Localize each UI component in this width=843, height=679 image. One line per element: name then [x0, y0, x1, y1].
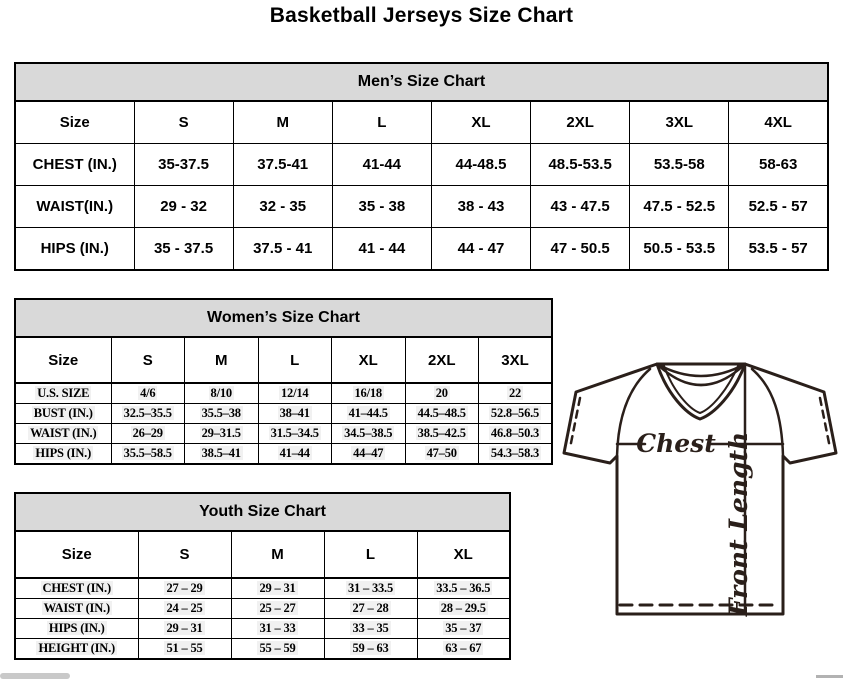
size-value-cell: 48.5-53.5 [531, 144, 630, 186]
size-value-cell: 44 - 47 [431, 228, 530, 271]
front-length-label: Front Length [724, 431, 753, 617]
youth-size-header-row [15, 531, 510, 578]
size-value: 44–47 [353, 446, 384, 460]
size-value-cell [332, 444, 406, 465]
size-value-cell [138, 578, 231, 599]
column-header: M [185, 337, 259, 383]
column-header: 2XL [531, 101, 630, 144]
size-value: 12/14 [281, 386, 309, 400]
chest-label: Chest [636, 429, 716, 458]
size-value-cell [258, 404, 332, 424]
row-label: HIPS (IN.) [35, 446, 92, 460]
horizontal-scrollbar-fragment-right[interactable] [816, 675, 843, 678]
row-label-cell [15, 383, 111, 404]
size-value: 44.5–48.5 [417, 406, 466, 420]
row-label: WAIST (IN.) [43, 601, 110, 615]
size-value-cell: 41 - 44 [332, 228, 431, 271]
size-value-cell [405, 444, 479, 465]
size-value-cell [417, 578, 510, 599]
row-label: HIPS (IN.) [48, 621, 105, 635]
size-value-cell [417, 599, 510, 619]
youth-data-row [15, 599, 510, 619]
size-value: 31.5–34.5 [270, 426, 319, 440]
size-value-cell [231, 619, 324, 639]
mens-size-chart [14, 62, 829, 271]
size-value-cell: 52.5 - 57 [729, 186, 828, 228]
size-value-cell: 32 - 35 [233, 186, 332, 228]
row-label: HEIGHT (IN.) [38, 641, 116, 655]
size-value-cell [479, 383, 553, 404]
size-value: 63 – 67 [445, 641, 482, 655]
size-value-cell [111, 383, 185, 404]
column-header: S [138, 531, 231, 578]
jersey-measurement-diagram [556, 356, 843, 624]
size-value: 31 – 33 [259, 621, 296, 635]
size-value-cell: 37.5-41 [233, 144, 332, 186]
size-value-cell [324, 599, 417, 619]
size-value-cell [332, 424, 406, 444]
size-value-cell [332, 383, 406, 404]
size-value: 29 – 31 [166, 621, 203, 635]
size-value-cell [258, 444, 332, 465]
column-header: M [233, 101, 332, 144]
size-value: 29–31.5 [201, 426, 241, 440]
column-header: L [258, 337, 332, 383]
size-value: 33.5 – 36.5 [436, 581, 491, 595]
size-value-cell [479, 444, 553, 465]
size-value-cell [324, 619, 417, 639]
column-header: Size [15, 101, 134, 144]
size-value: 41–44.5 [348, 406, 388, 420]
womens-data-row [15, 404, 552, 424]
size-value-cell [185, 444, 259, 465]
row-label-cell [15, 578, 138, 599]
size-value: 24 – 25 [166, 601, 203, 615]
column-header: XL [431, 101, 530, 144]
column-header: S [111, 337, 185, 383]
row-label-cell: CHEST (IN.) [15, 144, 134, 186]
size-value-cell [185, 383, 259, 404]
size-value-cell [324, 578, 417, 599]
size-value: 55 – 59 [259, 641, 296, 655]
row-label-cell [15, 619, 138, 639]
size-value: 29 – 31 [259, 581, 296, 595]
size-value-cell [258, 383, 332, 404]
size-value-cell [324, 639, 417, 660]
mens-size-table [14, 100, 829, 271]
size-value: 35.5–58.5 [123, 446, 172, 460]
mens-data-row [15, 228, 828, 271]
size-value-cell: 29 - 32 [134, 186, 233, 228]
size-value-cell: 41-44 [332, 144, 431, 186]
page-title: Basketball Jerseys Size Chart [269, 4, 574, 27]
size-value-cell: 53.5-58 [630, 144, 729, 186]
mens-data-row [15, 144, 828, 186]
column-header: XL [417, 531, 510, 578]
mens-size-header-row [15, 101, 828, 144]
column-header: Size [15, 337, 111, 383]
size-value: 28 – 29.5 [440, 601, 486, 615]
size-value-cell: 35-37.5 [134, 144, 233, 186]
size-value-cell: 38 - 43 [431, 186, 530, 228]
column-header: 2XL [405, 337, 479, 383]
column-header: S [134, 101, 233, 144]
size-value-cell: 47 - 50.5 [531, 228, 630, 271]
size-value-cell: 50.5 - 53.5 [630, 228, 729, 271]
womens-size-table [14, 336, 553, 465]
row-label-cell [15, 599, 138, 619]
size-value-cell [231, 599, 324, 619]
womens-size-chart-title: Women’s Size Chart [14, 298, 553, 338]
size-value-cell: 47.5 - 52.5 [630, 186, 729, 228]
row-label: U.S. SIZE [37, 386, 90, 400]
size-value-cell: 53.5 - 57 [729, 228, 828, 271]
size-value: 54.3–58.3 [490, 446, 540, 460]
size-value: 52.8–56.5 [490, 406, 540, 420]
size-value: 35 – 37 [445, 621, 482, 635]
youth-size-chart-title: Youth Size Chart [14, 492, 511, 532]
column-header: L [324, 531, 417, 578]
size-value-cell [111, 424, 185, 444]
size-value: 41–44 [279, 446, 310, 460]
size-value-cell [479, 424, 553, 444]
size-value-cell [417, 639, 510, 660]
size-value-cell [185, 404, 259, 424]
size-value: 46.8–50.3 [490, 426, 540, 440]
size-value-cell [111, 444, 185, 465]
row-label-cell [15, 424, 111, 444]
size-value-cell [258, 424, 332, 444]
size-value-cell [185, 424, 259, 444]
size-value: 27 – 29 [166, 581, 203, 595]
size-value-cell: 35 - 37.5 [134, 228, 233, 271]
size-value: 59 – 63 [352, 641, 389, 655]
size-value-cell [138, 639, 231, 660]
size-value: 35.5–38 [201, 406, 241, 420]
womens-data-row [15, 424, 552, 444]
size-value-cell [405, 424, 479, 444]
column-header: Size [15, 531, 138, 578]
size-value: 27 – 28 [352, 601, 389, 615]
row-label: CHEST (IN.) [42, 581, 111, 595]
womens-size-header-row [15, 337, 552, 383]
jersey-outline [564, 364, 836, 614]
size-value-cell: 44-48.5 [431, 144, 530, 186]
column-header: 4XL [729, 101, 828, 144]
womens-data-row [15, 444, 552, 465]
row-label-cell [15, 404, 111, 424]
size-value-cell [231, 578, 324, 599]
mens-size-chart-title: Men’s Size Chart [14, 62, 829, 102]
size-value: 47–50 [426, 446, 457, 460]
size-value-cell [111, 404, 185, 424]
column-header: L [332, 101, 431, 144]
size-value-cell [332, 404, 406, 424]
column-header: XL [332, 337, 406, 383]
size-value: 38.5–41 [201, 446, 241, 460]
row-label-cell: WAIST(IN.) [15, 186, 134, 228]
row-label: BUST (IN.) [33, 406, 93, 420]
column-header: 3XL [630, 101, 729, 144]
size-value: 26–29 [132, 426, 163, 440]
row-label-cell [15, 444, 111, 465]
youth-size-table [14, 530, 511, 660]
size-value-cell [405, 383, 479, 404]
column-header: M [231, 531, 324, 578]
youth-data-row [15, 639, 510, 660]
size-value-cell: 37.5 - 41 [233, 228, 332, 271]
size-value-cell [138, 619, 231, 639]
mens-data-row [15, 186, 828, 228]
size-value: 22 [508, 386, 522, 400]
size-value: 33 – 35 [352, 621, 389, 635]
size-value-cell [479, 404, 553, 424]
size-value: 34.5–38.5 [344, 426, 393, 440]
womens-size-chart [14, 298, 553, 465]
size-value: 31 – 33.5 [347, 581, 394, 595]
row-label-cell [15, 639, 138, 660]
size-value-cell [405, 404, 479, 424]
youth-data-row [15, 578, 510, 599]
size-value: 38–41 [279, 406, 310, 420]
youth-size-chart [14, 492, 511, 660]
size-value-cell: 35 - 38 [332, 186, 431, 228]
row-label-cell: HIPS (IN.) [15, 228, 134, 271]
size-value: 4/6 [140, 386, 156, 400]
size-value: 38.5–42.5 [417, 426, 466, 440]
column-header: 3XL [479, 337, 553, 383]
size-value-cell [417, 619, 510, 639]
size-value: 16/18 [354, 386, 382, 400]
size-value: 20 [435, 386, 448, 400]
size-value: 51 – 55 [166, 641, 203, 655]
size-value-cell [138, 599, 231, 619]
youth-data-row [15, 619, 510, 639]
size-value-cell [231, 639, 324, 660]
size-value: 8/10 [210, 386, 232, 400]
size-value: 32.5–35.5 [123, 406, 172, 420]
horizontal-scrollbar-fragment-left[interactable] [0, 673, 70, 679]
size-value: 25 – 27 [259, 601, 296, 615]
row-label: WAIST (IN.) [30, 426, 97, 440]
size-value-cell: 43 - 47.5 [531, 186, 630, 228]
size-value-cell: 58-63 [729, 144, 828, 186]
womens-data-row [15, 383, 552, 404]
